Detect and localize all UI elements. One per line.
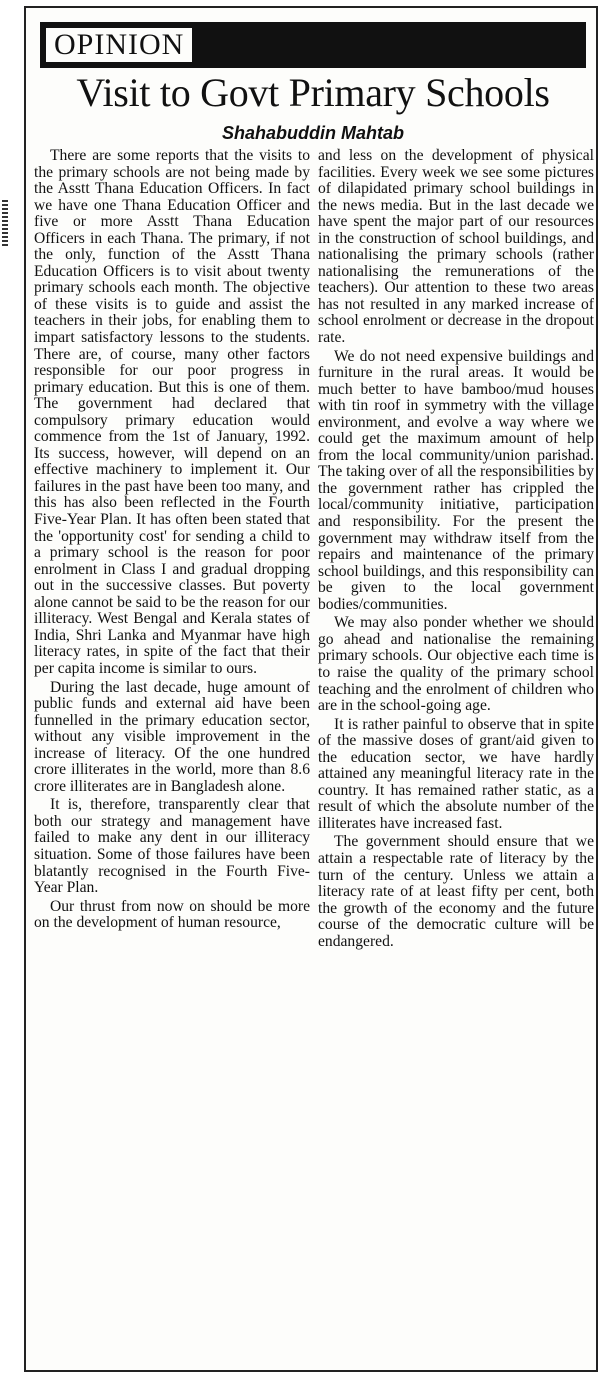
section-banner [40, 22, 586, 68]
margin-tick-marks [2, 200, 8, 248]
paragraph: The government should ensure that we attain a respectable rate of literacy by the turn of the century. Unless we attain a literacy rate of at least fifty per cent, both the growth of the economy and the future course of the democratic culture will be endangered. [318, 833, 594, 950]
article-column-right [318, 148, 594, 1370]
paragraph: We do not need expensive buildings and furniture in the rural areas. It would be much better to have bamboo/mud houses with tin roof in symmetry with the village environment, and evolve a way where we could get the maximum amount of help from the local community/union parishad. The taking over of all the responsibilities by the government rather has crippled the local/community initiative, participation and responsibility. For the present the government may withdraw itself from the repairs and maintenance of the primary school buildings, and this responsibility can be given to the local government bodies/communities. [318, 347, 594, 613]
paragraph: It is rather painful to observe that in spite of the massive doses of grant/aid given to the education sector, we have hardly attained any meaningful literacy rate in the country. It has remained rather static, as a result of which the absolute number of the illiterates have increased fast. [318, 715, 594, 832]
paragraph: During the last decade, huge amount of public funds and external aid have been funnelled in the primary education sector, without any visible improvement in the increase of literacy. Of the one hundred crore illiterates in the world, more than 8.6 crore illiterates are in Bangladesh alone. [34, 678, 310, 795]
newspaper-clipping [24, 6, 598, 1372]
paragraph: Our thrust from now on should be more on the development of human resource, [34, 897, 310, 932]
article-column-left [34, 148, 310, 1370]
paragraph: It is, therefore, transparently clear that both our strategy and management have failed to make any dent in our illiteracy situation. Some of those failures have been blatantly recognised in the Fourth Five-Year Plan. [34, 796, 310, 897]
paragraph: We may also ponder whether we should go ahead and nationalise the remaining primary schools. Our objective each time is to raise the quality of the primary school teaching and the enrolment of children who are in the school-going age. [318, 614, 594, 715]
section-label: OPINION [46, 28, 192, 62]
article-headline: Visit to Govt Primary Schools [76, 70, 550, 115]
paragraph: There are some reports that the visits to the primary schools are not being made by the Asstt Thana Education Officers. In fact we have one Thana Education Officer and five or more Asstt Thana Education Officers in each Thana. The primary, if not the only, function of the Asstt Thana Education Officers is to visit about twenty primary schools each month. The objective of these visits is to guide and assist the teachers in their jobs, for enabling them to impart satisfactory lessons to the students. There are, of course, many other factors responsible for our poor progress in primary education. But this is one of them. The government had declared that compulsory primary education would commence from the 1st of January, 1992. Its success, however, will depend on an effective machinery to implement it. Our failures in the past have been too many, and this has also been reflected in the Fourth Five-Year Plan. It has often been stated that the 'opportunity cost' for sending a child to a primary school is the reason for poor enrolment in Class I and gradual dropping out in the successive classes. But poverty alone cannot be said to be the reason for our illiteracy. West Bengal and Kerala states of India, Shri Lanka and Myanmar have high literacy rates, in spite of the fact that their per capita income is similar to ours. [34, 148, 310, 677]
article-byline: Shahabuddin Mahtab [222, 123, 404, 143]
paragraph: and less on the development of physical facilities. Every week we see some pictures of dilapidated primary school buildings in the news media. But in the last decade we have spent the major part of our resources in the construction of school buildings, and nationalising the primary schools (rather nationalising the remunerations of the teachers). Our attention to these two areas has not resulted in any marked increase of school enrolment or decrease in the dropout rate. [318, 148, 594, 347]
